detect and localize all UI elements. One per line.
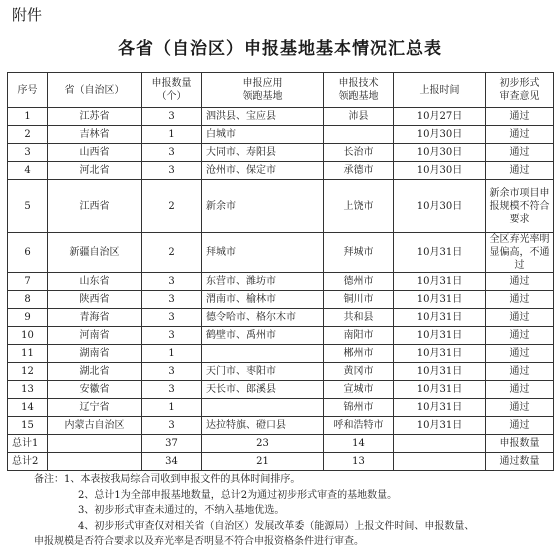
cell-time: 10月30日	[394, 162, 486, 180]
total1-app: 23	[202, 435, 324, 453]
cell-time: 10月31日	[394, 291, 486, 309]
table-row	[8, 363, 554, 381]
cell-app-base: 沧州市、保定市	[202, 162, 324, 180]
cell-app-base: 达拉特旗、磴口县	[202, 417, 324, 435]
cell-app-base: 大同市、寿阳县	[202, 144, 324, 162]
cell-no: 6	[8, 233, 48, 273]
cell-app-base: 德令哈市、格尔木市	[202, 309, 324, 327]
cell-no: 13	[8, 381, 48, 399]
cell-time: 10月31日	[394, 327, 486, 345]
table-row	[8, 309, 554, 327]
cell-review: 通过	[486, 399, 554, 417]
cell-app-base	[202, 345, 324, 363]
cell-time: 10月30日	[394, 180, 486, 233]
cell-review: 通过	[486, 291, 554, 309]
cell-review: 通过	[486, 363, 554, 381]
total2-count: 34	[142, 453, 202, 471]
cell-tech-base: 拜城市	[324, 233, 394, 273]
summary-table	[7, 72, 554, 471]
table-body	[8, 108, 554, 435]
cell-review: 全区弃光率明显偏高，不通过	[486, 233, 554, 273]
table-row	[8, 108, 554, 126]
cell-no: 10	[8, 327, 48, 345]
cell-time: 10月31日	[394, 309, 486, 327]
cell-review: 通过	[486, 162, 554, 180]
cell-time: 10月27日	[394, 108, 486, 126]
cell-review: 通过	[486, 108, 554, 126]
cell-review: 新余市项目申报规模不符合要求	[486, 180, 554, 233]
cell-review: 通过	[486, 327, 554, 345]
cell-no: 15	[8, 417, 48, 435]
cell-count: 3	[142, 162, 202, 180]
cell-time: 10月31日	[394, 417, 486, 435]
cell-province: 吉林省	[48, 126, 142, 144]
cell-time: 10月31日	[394, 345, 486, 363]
cell-count: 1	[142, 345, 202, 363]
cell-review: 通过	[486, 381, 554, 399]
table-row	[8, 399, 554, 417]
cell-app-base: 新余市	[202, 180, 324, 233]
cell-tech-base: 承德市	[324, 162, 394, 180]
cell-no: 2	[8, 126, 48, 144]
cell-province: 内蒙古自治区	[48, 417, 142, 435]
cell-tech-base: 南阳市	[324, 327, 394, 345]
cell-province: 河南省	[48, 327, 142, 345]
cell-app-base: 鹤壁市、禹州市	[202, 327, 324, 345]
cell-count: 3	[142, 309, 202, 327]
cell-tech-base: 黄冈市	[324, 363, 394, 381]
total2-note: 通过数量	[486, 453, 554, 471]
note-5: 申报规模是否符合要求以及弃光率是否明显不符合申报资格条件进行审查。	[34, 536, 364, 547]
table-row	[8, 180, 554, 233]
table-row	[8, 162, 554, 180]
page-title: 各省（自治区）申报基地基本情况汇总表	[118, 39, 442, 59]
total1-note: 申报数量	[486, 435, 554, 453]
note-4: 4、初步形式审查仅对相关省（自治区）发展改革委（能源局）上报文件时间、申报数量、	[78, 520, 475, 532]
cell-review: 通过	[486, 273, 554, 291]
cell-tech-base: 沛县	[324, 108, 394, 126]
cell-count: 3	[142, 144, 202, 162]
total1-row	[8, 435, 554, 453]
cell-time: 10月30日	[394, 144, 486, 162]
cell-tech-base	[324, 126, 394, 144]
cell-tech-base: 长治市	[324, 144, 394, 162]
total2-province	[48, 453, 142, 471]
attachment-label: 附件	[12, 6, 43, 24]
cell-province: 青海省	[48, 309, 142, 327]
cell-count: 3	[142, 381, 202, 399]
cell-time: 10月31日	[394, 273, 486, 291]
cell-province: 江西省	[48, 180, 142, 233]
cell-no: 1	[8, 108, 48, 126]
cell-no: 14	[8, 399, 48, 417]
cell-app-base: 东营市、潍坊市	[202, 273, 324, 291]
table-row	[8, 233, 554, 273]
cell-no: 5	[8, 180, 48, 233]
cell-no: 8	[8, 291, 48, 309]
cell-no: 9	[8, 309, 48, 327]
cell-province: 河北省	[48, 162, 142, 180]
cell-tech-base: 宣城市	[324, 381, 394, 399]
cell-tech-base: 上饶市	[324, 180, 394, 233]
cell-time: 10月31日	[394, 233, 486, 273]
cell-review: 通过	[486, 144, 554, 162]
cell-province: 新疆自治区	[48, 233, 142, 273]
cell-no: 4	[8, 162, 48, 180]
note-3: 3、初步形式审查未通过的，不纳入基地优选。	[78, 505, 285, 516]
cell-no: 11	[8, 345, 48, 363]
total2-time	[394, 453, 486, 471]
cell-tech-base: 共和县	[324, 309, 394, 327]
cell-app-base: 天长市、郎溪县	[202, 381, 324, 399]
cell-province: 山西省	[48, 144, 142, 162]
cell-time: 10月31日	[394, 363, 486, 381]
table-row	[8, 273, 554, 291]
total2-app: 21	[202, 453, 324, 471]
table-header-row	[8, 73, 554, 108]
table-row	[8, 291, 554, 309]
cell-province: 湖南省	[48, 345, 142, 363]
cell-count: 3	[142, 273, 202, 291]
cell-count: 2	[142, 180, 202, 233]
cell-count: 1	[142, 399, 202, 417]
cell-tech-base: 郴州市	[324, 345, 394, 363]
cell-count: 3	[142, 363, 202, 381]
cell-time: 10月30日	[394, 126, 486, 144]
cell-province: 陕西省	[48, 291, 142, 309]
header-province: 省（自治区）	[48, 73, 142, 108]
cell-app-base: 白城市	[202, 126, 324, 144]
cell-tech-base: 锦州市	[324, 399, 394, 417]
cell-no: 7	[8, 273, 48, 291]
header-review: 初步形式 审查意见	[486, 73, 554, 108]
cell-app-base: 渭南市、榆林市	[202, 291, 324, 309]
cell-review: 通过	[486, 309, 554, 327]
cell-review: 通过	[486, 417, 554, 435]
table-row	[8, 327, 554, 345]
header-no: 序号	[8, 73, 48, 108]
table-row	[8, 345, 554, 363]
total2-row	[8, 453, 554, 471]
header-app-base: 申报应用 领跑基地	[202, 73, 324, 108]
header-count: 申报数量 （个）	[142, 73, 202, 108]
cell-no: 12	[8, 363, 48, 381]
total1-label: 总计1	[8, 435, 48, 453]
header-tech-base: 申报技术 领跑基地	[324, 73, 394, 108]
table-row	[8, 144, 554, 162]
cell-app-base	[202, 399, 324, 417]
cell-app-base: 拜城市	[202, 233, 324, 273]
cell-province: 安徽省	[48, 381, 142, 399]
cell-app-base: 泗洪县、宝应县	[202, 108, 324, 126]
cell-app-base: 天门市、枣阳市	[202, 363, 324, 381]
cell-count: 2	[142, 233, 202, 273]
header-time: 上报时间	[394, 73, 486, 108]
cell-tech-base: 铜川市	[324, 291, 394, 309]
note-1: 备注：1、本表按我局综合司收到申报文件的具体时间排序。	[34, 474, 301, 485]
cell-province: 辽宁省	[48, 399, 142, 417]
table-row	[8, 417, 554, 435]
table-row	[8, 126, 554, 144]
total1-tech: 14	[324, 435, 394, 453]
cell-no: 3	[8, 144, 48, 162]
cell-province: 湖北省	[48, 363, 142, 381]
cell-tech-base: 呼和浩特市	[324, 417, 394, 435]
cell-count: 1	[142, 126, 202, 144]
cell-time: 10月31日	[394, 399, 486, 417]
total1-province	[48, 435, 142, 453]
total2-tech: 13	[324, 453, 394, 471]
cell-review: 通过	[486, 126, 554, 144]
cell-count: 3	[142, 108, 202, 126]
cell-time: 10月31日	[394, 381, 486, 399]
cell-province: 山东省	[48, 273, 142, 291]
table-row	[8, 381, 554, 399]
cell-count: 3	[142, 291, 202, 309]
total2-label: 总计2	[8, 453, 48, 471]
cell-province: 江苏省	[48, 108, 142, 126]
cell-count: 3	[142, 417, 202, 435]
cell-count: 3	[142, 327, 202, 345]
cell-review: 通过	[486, 345, 554, 363]
note-2: 2、总计1为全部申报基地数量，总计2为通过初步形式审查的基地数量。	[78, 489, 398, 501]
cell-tech-base: 德州市	[324, 273, 394, 291]
footnotes	[34, 472, 554, 550]
total1-count: 37	[142, 435, 202, 453]
total1-time	[394, 435, 486, 453]
